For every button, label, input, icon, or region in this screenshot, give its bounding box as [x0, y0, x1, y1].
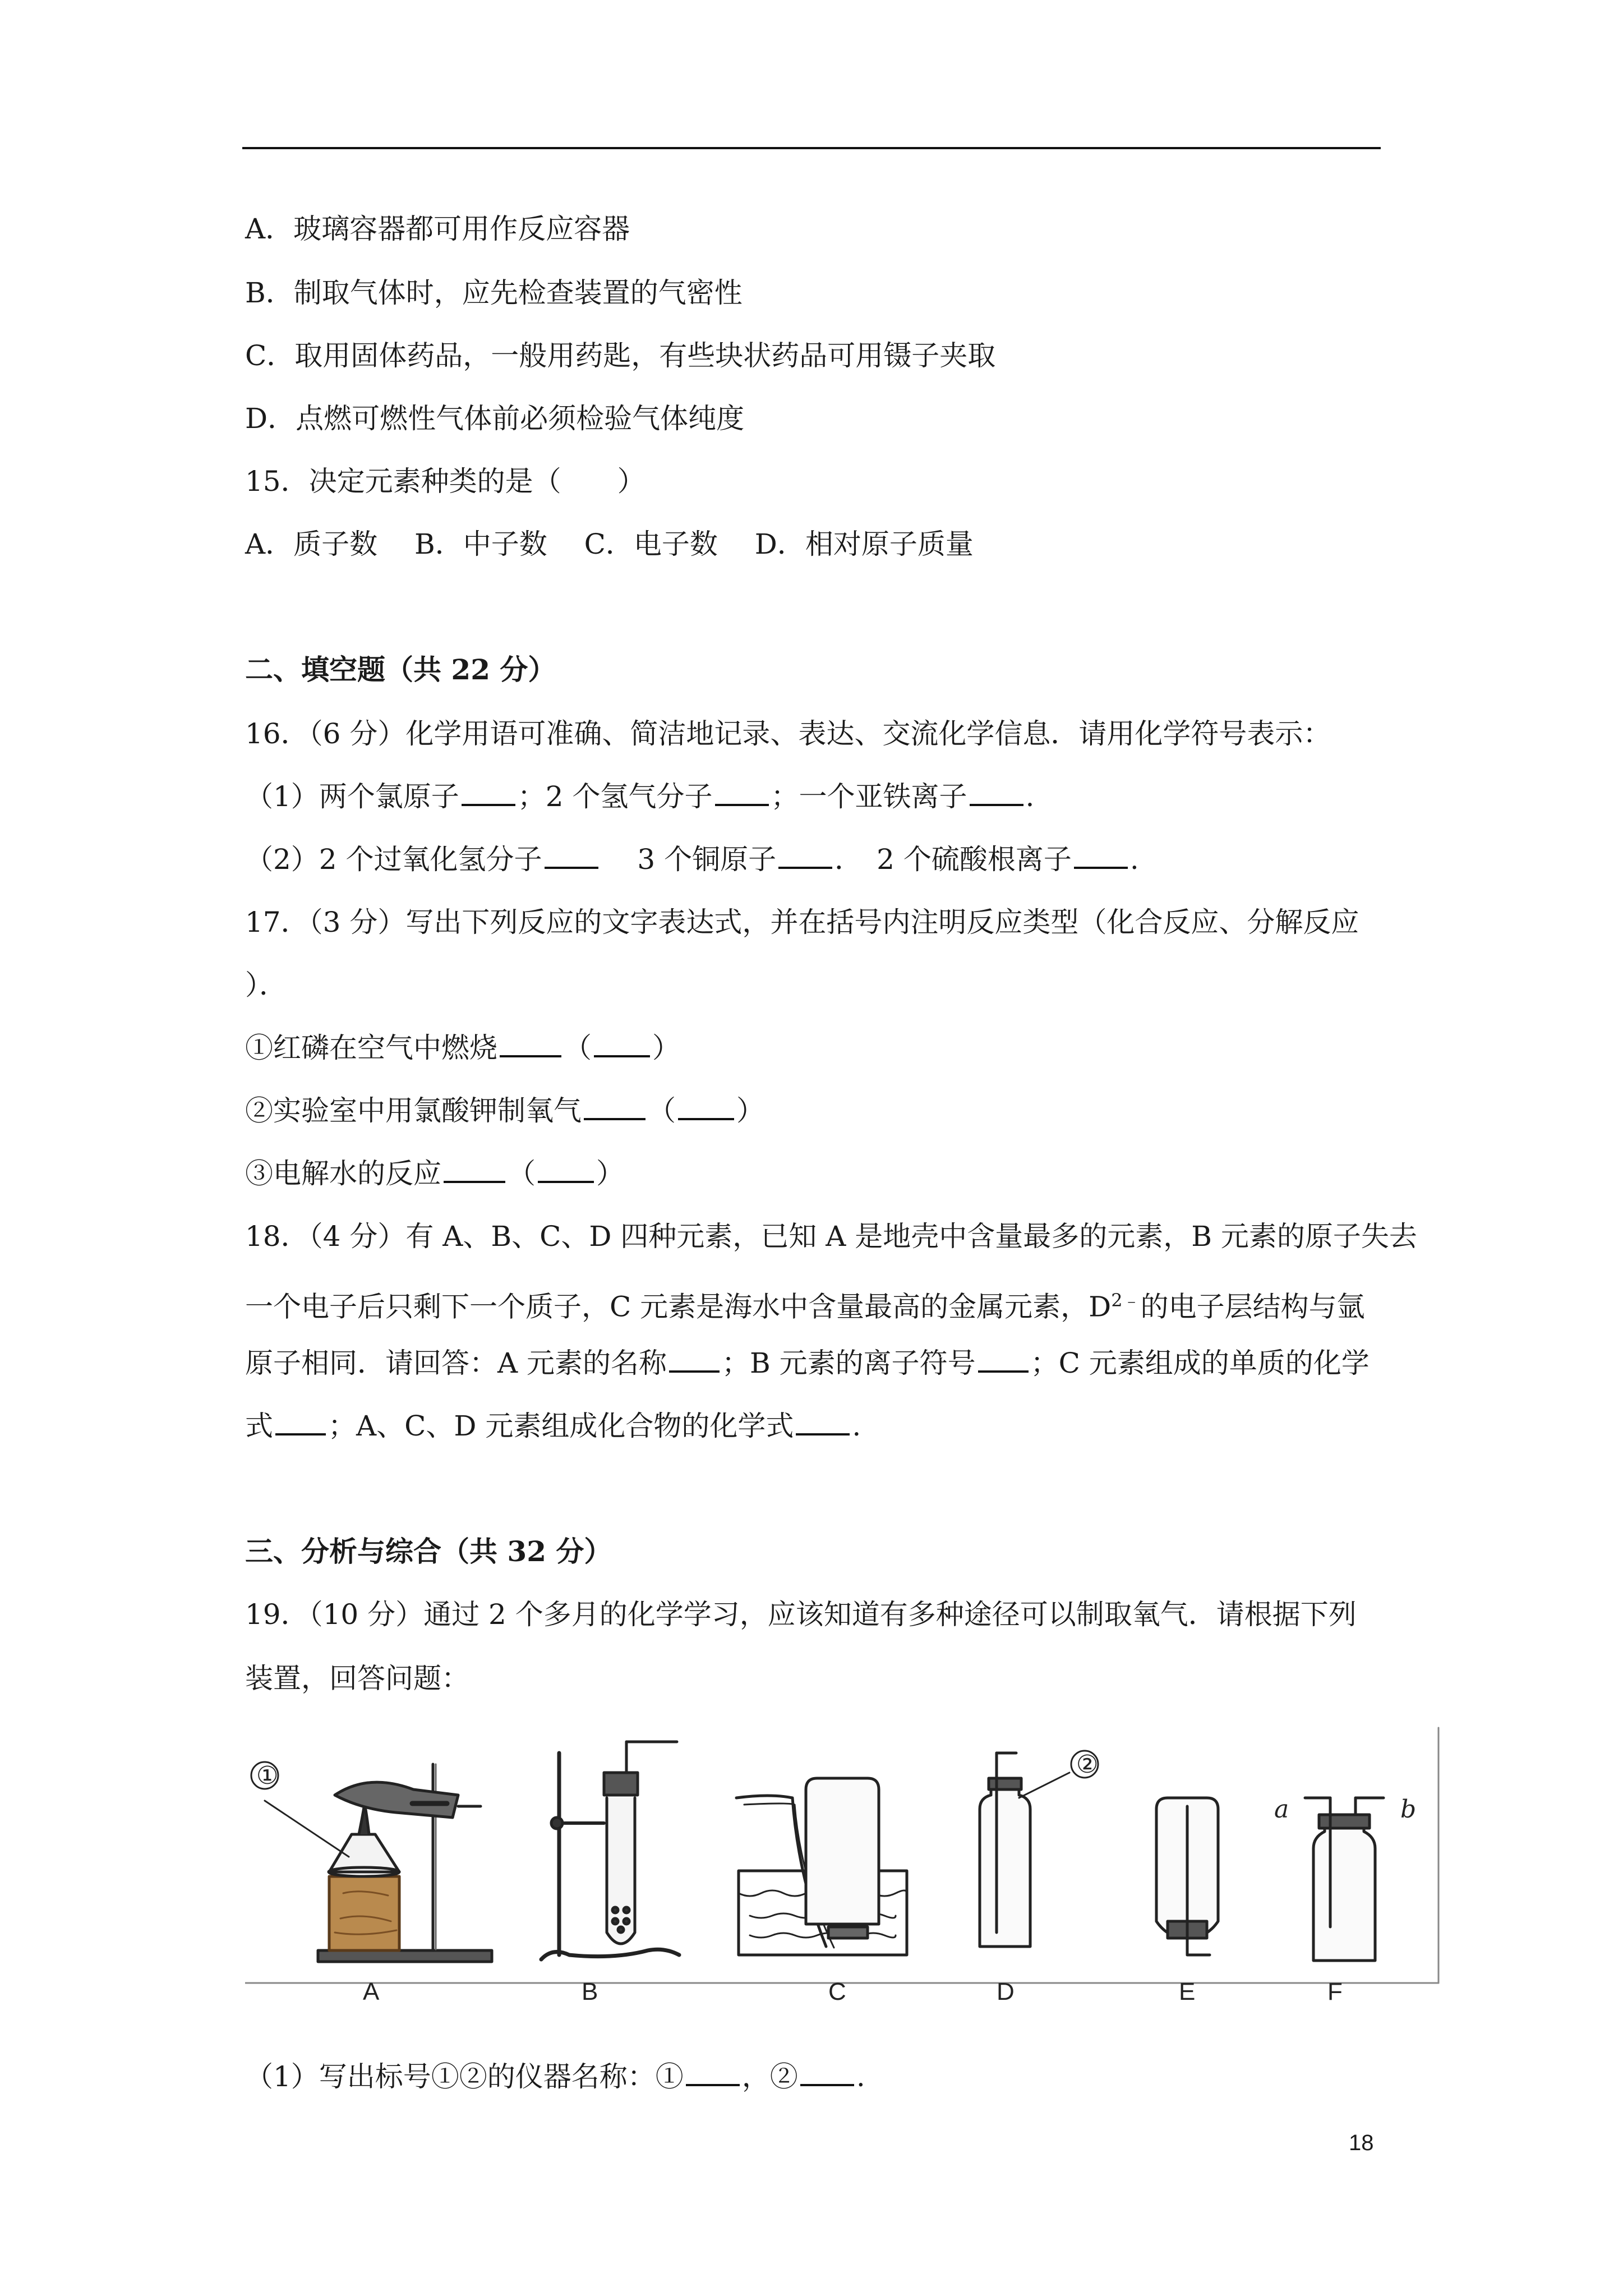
q14-option-c: C．取用固体药品，一般用药匙，有些块状药品可用镊子夹取 — [245, 339, 996, 372]
answer-blank[interactable] — [970, 781, 1023, 806]
q18-line-1: 18．（4 分）有 A、B、C、D 四种元素，已知 A 是地壳中含量最多的元素，B 元素的原子失去 — [245, 1220, 1417, 1253]
label-c: C — [828, 1978, 846, 2005]
q17-item-1 — [245, 1028, 680, 1068]
q16-l1a: （1）两个氯原子 — [245, 780, 459, 813]
apparatus-b — [541, 1742, 679, 1959]
apparatus-c — [736, 1778, 907, 1955]
q16-l1d: . — [1025, 780, 1035, 813]
charge-superscript: 2﹣ — [1111, 1290, 1141, 1311]
q17-item-2 — [245, 1091, 764, 1131]
label-f: F — [1327, 1978, 1343, 2005]
q18-l4a: 式 — [245, 1410, 273, 1442]
q18-line-3 — [245, 1343, 1370, 1383]
q16-l2c: ． 2 个硫酸根离子 — [834, 843, 1072, 876]
open-paren: （ — [508, 1157, 536, 1190]
port-b-label: b — [1400, 1795, 1417, 1824]
open-paren: （ — [648, 1094, 676, 1127]
q16-l1c: ；一个亚铁离子 — [771, 780, 967, 813]
q19-sub1b: ，② — [741, 2060, 798, 2093]
q17-stem-1: 17．（3 分）写出下列反应的文字表达式，并在括号内注明反应类型（化合反应、分解反应 — [245, 906, 1359, 938]
q16-l2d: . — [1129, 843, 1139, 876]
label-e: E — [1179, 1978, 1196, 2005]
apparatus-a — [251, 1762, 492, 1962]
open-paren: （ — [564, 1032, 592, 1064]
answer-blank[interactable] — [462, 781, 515, 806]
answer-blank[interactable] — [500, 1033, 561, 1057]
q15-stem: 15．决定元素种类的是（ ） — [245, 465, 645, 498]
page-number: 18 — [1349, 2131, 1374, 2155]
q18-l3c: ；C 元素组成的单质的化学 — [1030, 1347, 1370, 1379]
section-3-title: 三、分析与综合（共 32 分） — [245, 1535, 612, 1568]
apparatus-d — [980, 1751, 1098, 1947]
q18-line-4 — [245, 1406, 861, 1446]
q16-l1b: ；2 个氢气分子 — [517, 780, 713, 813]
answer-blank[interactable] — [275, 1411, 326, 1435]
q19-sub-1 — [245, 2056, 865, 2097]
section-2-title: 二、填空题（共 22 分） — [245, 653, 556, 686]
header-rule — [242, 147, 1381, 149]
close-paren: ） — [596, 1157, 624, 1190]
answer-blank[interactable] — [796, 1411, 850, 1435]
answer-blank[interactable] — [584, 1096, 645, 1120]
apparatus-figure — [245, 1725, 1440, 2008]
label-a: A — [363, 1978, 380, 2005]
q14-option-d: D．点燃可燃性气体前必须检验气体纯度 — [245, 402, 745, 435]
q18-l2a: 一个电子后只剩下一个质子，C 元素是海水中含量最高的金属元素，D — [245, 1290, 1112, 1323]
answer-blank[interactable] — [686, 2062, 740, 2086]
q15-options: A．质子数 B．中子数 C．电子数 D．相对原子质量 — [245, 528, 974, 560]
q18-l4c: . — [852, 1410, 861, 1442]
q18-l2b: 的电子层结构与氩 — [1140, 1290, 1365, 1323]
answer-blank[interactable] — [978, 1348, 1029, 1373]
q16-line-2 — [245, 839, 1139, 880]
label-b: B — [582, 1978, 598, 2005]
q18-l4b: ；A、C、D 元素组成化合物的化学式 — [328, 1410, 794, 1442]
marker-2: ② — [1076, 1750, 1099, 1779]
q16-line-1 — [245, 776, 1034, 817]
q17-stem-2: ）． — [245, 969, 287, 1001]
q16-l2a: （2）2 个过氧化氢分子 — [245, 843, 542, 876]
answer-blank[interactable] — [444, 1158, 505, 1183]
q17-item-3 — [245, 1153, 624, 1194]
close-paren: ） — [736, 1094, 764, 1127]
answer-blank[interactable] — [778, 844, 832, 869]
answer-blank[interactable] — [715, 781, 769, 806]
q18-line-2 — [245, 1280, 1365, 1327]
answer-blank[interactable] — [678, 1096, 734, 1120]
marker-1: ① — [256, 1761, 279, 1790]
q16-stem: 16．（6 分）化学用语可准确、简洁地记录、表达、交流化学信息．请用化学符号表示： — [245, 717, 1331, 750]
apparatus-f — [1305, 1798, 1384, 1961]
close-paren: ） — [652, 1032, 680, 1064]
q16-l2b: 3 个铜原子 — [600, 843, 777, 876]
answer-blank[interactable] — [594, 1033, 650, 1057]
q18-l3a: 原子相同．请回答：A 元素的名称 — [245, 1347, 667, 1379]
q18-l3b: ；B 元素的离子符号 — [722, 1347, 976, 1379]
q19-sub1a: （1）写出标号①②的仪器名称：① — [245, 2060, 684, 2093]
answer-blank[interactable] — [545, 844, 598, 869]
answer-blank[interactable] — [538, 1158, 594, 1183]
label-d: D — [997, 1978, 1015, 2005]
answer-blank[interactable] — [800, 2062, 854, 2086]
q17-i3-text: ③电解水的反应 — [245, 1157, 441, 1190]
answer-blank[interactable] — [669, 1348, 720, 1373]
port-a-label: a — [1274, 1795, 1289, 1824]
apparatus-e — [1156, 1798, 1218, 1955]
answer-blank[interactable] — [1074, 844, 1128, 869]
q17-i2-text: ②实验室中用氯酸钾制氧气 — [245, 1094, 582, 1127]
q14-option-a: A．玻璃容器都可用作反应容器 — [245, 213, 630, 245]
q19-stem-2: 装置，回答问题： — [245, 1662, 469, 1695]
q17-i1-text: ①红磷在空气中燃烧 — [245, 1032, 497, 1064]
q19-stem-1: 19．（10 分）通过 2 个多月的化学学习，应该知道有多种途径可以制取氧气．请根据下列 — [245, 1598, 1357, 1631]
q14-option-b: B．制取气体时，应先检查装置的气密性 — [245, 277, 743, 309]
q19-sub1c: . — [856, 2060, 865, 2093]
